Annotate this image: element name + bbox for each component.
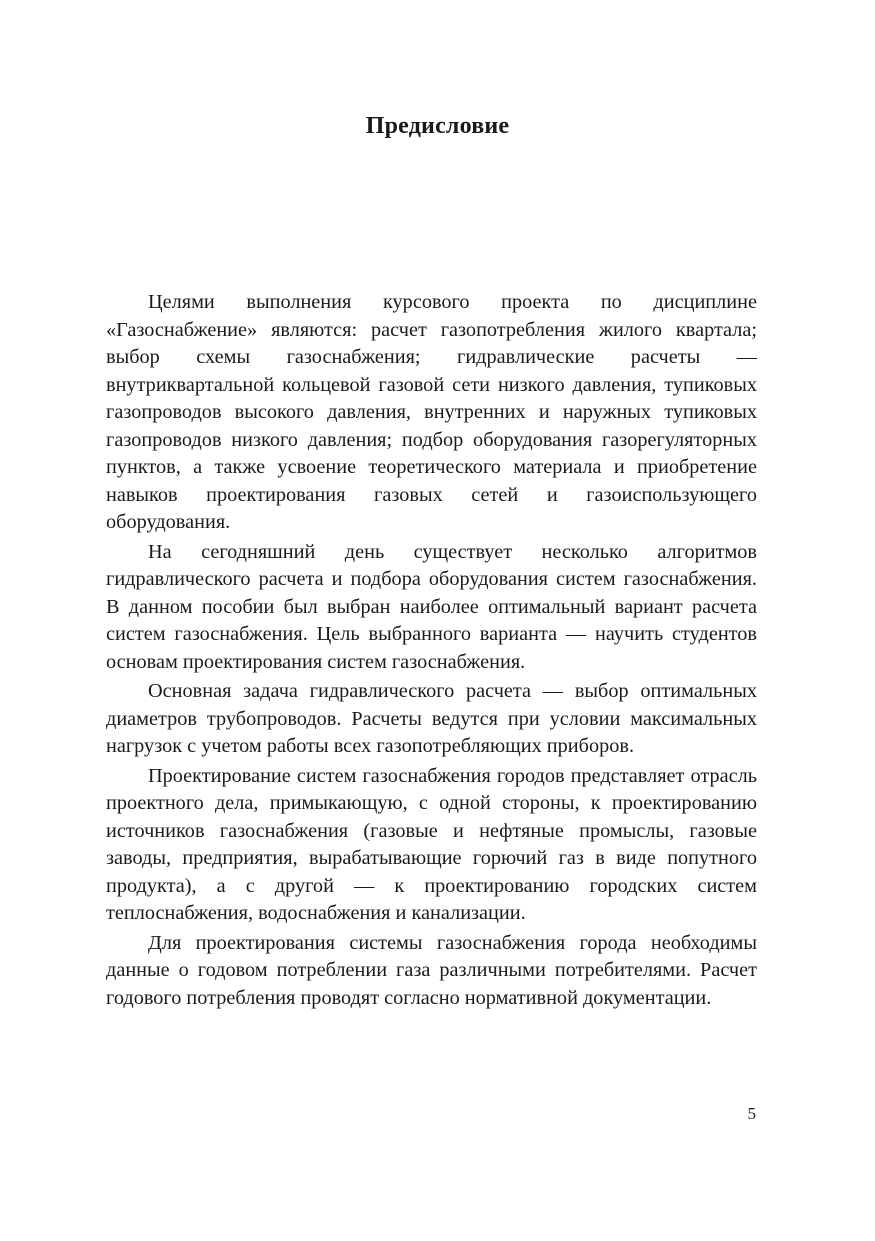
paragraph: Для проектирования системы газоснабжения города необходимы данные о годовом потреблении газа различными потребителями. Расчет годового потребления проводят согласно нормативной документации. — [106, 931, 757, 1009]
paragraph: Основная задача гидравлического расчета — выбор оптимальных диаметров трубопроводов. Расчеты ведутся при условии максимальных нагрузок с учетом работы всех газопотребляющих приборов. — [106, 680, 757, 757]
page-title: Предисловие — [365, 113, 510, 139]
paragraph: На сегодняшний день существует несколько алгоритмов гидравлического расчета и подбора оборудования систем газоснабжения. В данном пособии был выбран наиболее оптимальный вариант расчета систем газоснабжения. Цель выбранного варианта — научить студентов основам проектирования систем газоснабжения. — [106, 540, 757, 673]
body-text — [106, 289, 757, 1014]
paragraph: Целями выполнения курсового проекта по дисциплине «Газоснабжение» являются: расчет газопотребления жилого квартала; выбор схемы газоснабжения; гидравлические расчеты — внутриквартальной кольцевой газовой сети низкого давления, тупиковых газопроводов высокого давления, внутренних и наружных тупиковых газопроводов низкого давления; подбор оборудования газорегуляторных пунктов, а также усвоение теоретического материала и приобретение навыков проектирования газовых сетей и газоиспользующего оборудования. — [106, 291, 757, 533]
paragraph: Проектирование систем газоснабжения городов представляет отрасль проектного дела, примыкающую, с одной стороны, к проектированию источников газоснабжения (газовые и нефтяные промыслы, газовые заводы, предприятия, вырабатывающие горючий газ в виде попутного продукта), а с другой — к проектированию городских систем теплоснабжения, водоснабжения и канализации. — [106, 764, 757, 924]
page-number: 5 — [747, 1104, 756, 1123]
